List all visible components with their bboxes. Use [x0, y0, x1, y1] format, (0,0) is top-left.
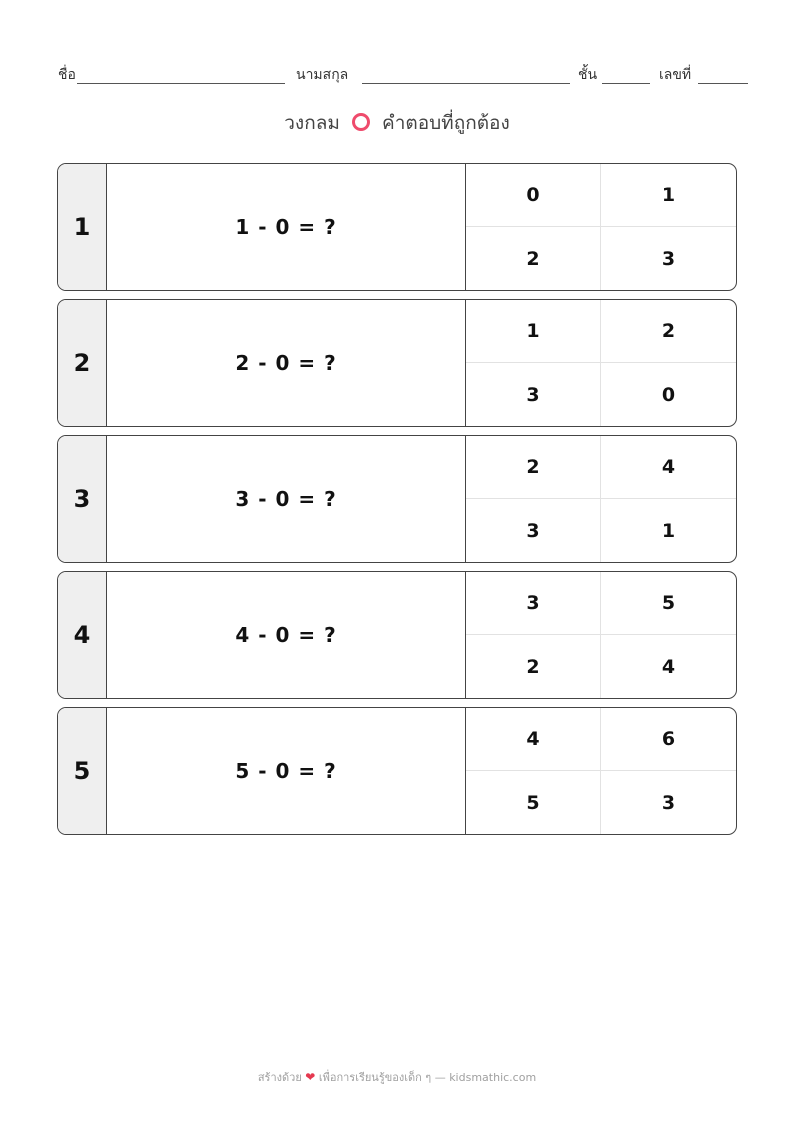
answer-choices: [466, 164, 736, 290]
answer-choice[interactable]: 4: [661, 655, 676, 678]
footer: [0, 1068, 794, 1087]
question-card: [57, 163, 737, 291]
answer-choice[interactable]: 2: [601, 300, 736, 363]
answer-choice[interactable]: 3: [661, 791, 676, 814]
question-number: 3: [58, 436, 107, 562]
answer-choice[interactable]: 3: [466, 572, 601, 635]
number-label: เลขที่: [659, 67, 692, 83]
answer-choice[interactable]: 1: [661, 519, 676, 542]
question-text: 2 - 0 = ?: [107, 300, 466, 426]
answer-choice[interactable]: 3: [661, 247, 676, 270]
student-info-header: [58, 66, 748, 86]
answer-choice[interactable]: 5: [601, 572, 736, 635]
answer-choices: [466, 436, 736, 562]
answer-choice[interactable]: 5: [466, 771, 601, 834]
question-text: 4 - 0 = ?: [107, 572, 466, 698]
question-card: [57, 707, 737, 835]
footer-prefix: สร้างด้วย: [257, 1071, 302, 1084]
question-text: 5 - 0 = ?: [107, 708, 466, 834]
answer-choice[interactable]: 1: [466, 300, 601, 363]
question-card: [57, 435, 737, 563]
answer-choice[interactable]: 2: [466, 227, 601, 290]
answer-choice[interactable]: 0: [661, 383, 676, 406]
surname-field[interactable]: [362, 66, 570, 84]
answer-choices: [466, 708, 736, 834]
name-field[interactable]: [77, 66, 285, 84]
class-field[interactable]: [602, 66, 650, 84]
question-number: 4: [58, 572, 107, 698]
question-number: 1: [58, 164, 107, 290]
answer-choice[interactable]: 4: [601, 436, 736, 499]
question-number: 2: [58, 300, 107, 426]
answer-choice[interactable]: 3: [466, 363, 601, 426]
answer-choice[interactable]: 4: [466, 708, 601, 771]
footer-suffix: เพื่อการเรียนรู้ของเด็ก ๆ — kidsmathic.com: [318, 1071, 537, 1084]
answer-choice[interactable]: 2: [466, 436, 601, 499]
number-field[interactable]: [698, 66, 748, 84]
question-text: 3 - 0 = ?: [107, 436, 466, 562]
class-label: ชั้น: [578, 67, 598, 83]
answer-choice[interactable]: 0: [466, 164, 601, 227]
answer-choice[interactable]: 1: [601, 164, 736, 227]
answer-choices: [466, 572, 736, 698]
answer-choices: [466, 300, 736, 426]
circle-icon: [352, 113, 370, 131]
instruction-suffix: คำตอบที่ถูกต้อง: [381, 112, 510, 134]
surname-label: นามสกุล: [296, 67, 349, 83]
answer-choice[interactable]: 3: [466, 499, 601, 562]
question-number: 5: [58, 708, 107, 834]
question-text: 1 - 0 = ?: [107, 164, 466, 290]
heart-icon: ❤: [305, 1070, 316, 1084]
instruction-prefix: วงกลม: [284, 112, 340, 134]
question-card: [57, 299, 737, 427]
instruction: [0, 110, 794, 136]
name-label: ชื่อ: [58, 67, 76, 83]
answer-choice[interactable]: 6: [601, 708, 736, 771]
answer-choice[interactable]: 2: [466, 635, 601, 698]
question-card: [57, 571, 737, 699]
